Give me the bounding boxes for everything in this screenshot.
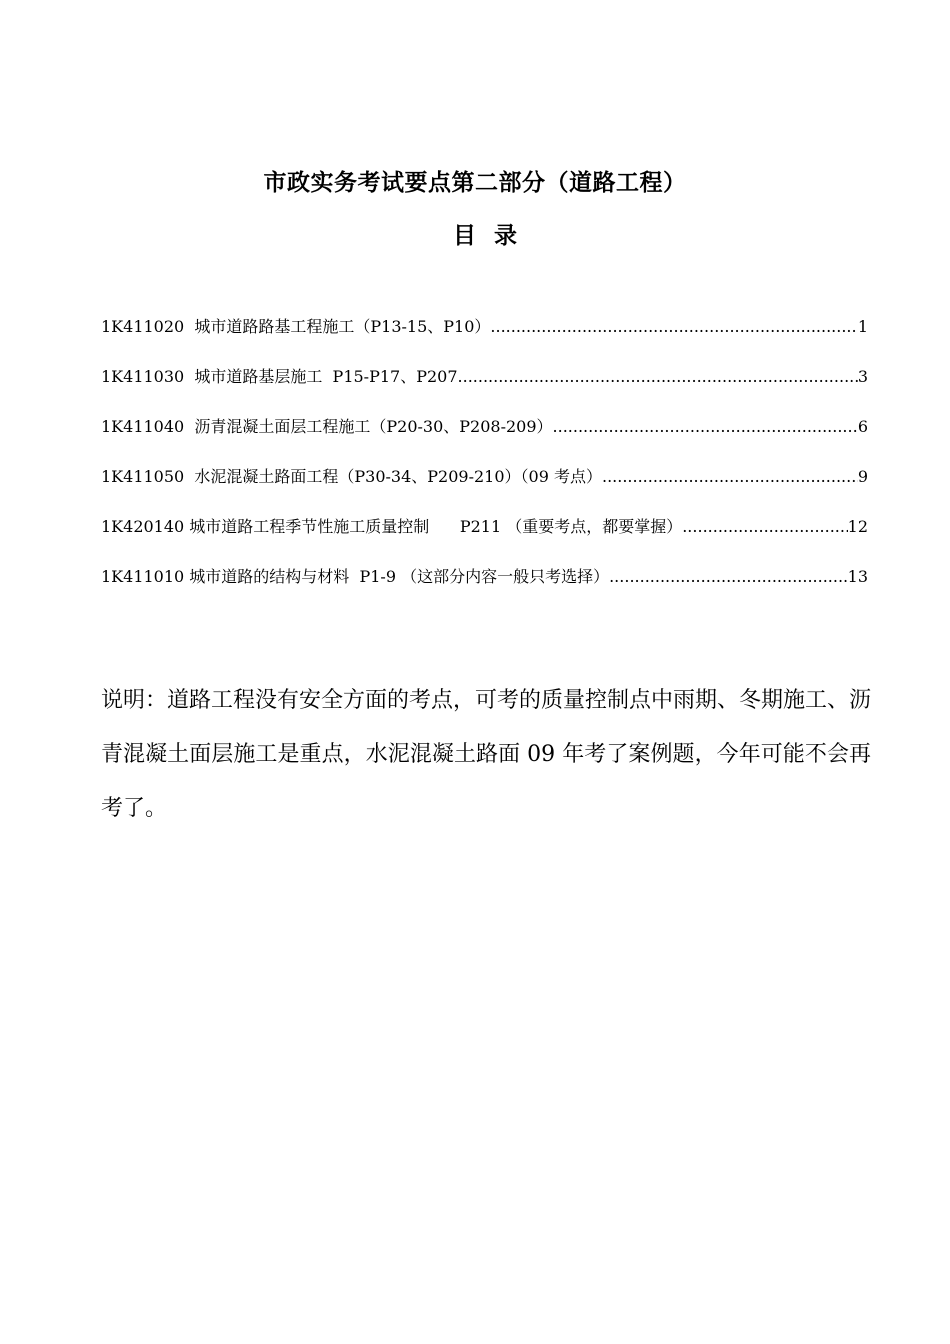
toc-entry-page: 6	[857, 417, 868, 436]
toc-entry-title: 1K420140 城市道路工程季节性施工质量控制 P211 （重要考点，都要掌握）	[101, 517, 683, 536]
toc-dot-leader	[458, 362, 858, 392]
toc-heading: 目 录	[452, 222, 517, 249]
toc-entry-title: 1K411040 沥青混凝土面层工程施工（P20-30、P208-209）	[101, 417, 553, 436]
toc-entry[interactable]	[101, 412, 868, 462]
toc-entry-page: 12	[847, 517, 868, 536]
toc-entry[interactable]	[101, 312, 868, 362]
toc-dot-leader	[602, 462, 858, 492]
toc-dot-leader	[490, 312, 857, 342]
toc-entry-page: 13	[847, 567, 868, 586]
toc-dot-leader	[609, 562, 848, 592]
toc-entry-page: 1	[857, 317, 868, 336]
document-title: 市政实务考试要点第二部分（道路工程）	[263, 169, 687, 196]
toc-entry-title: 1K411050 水泥混凝土路面工程（P30-34、P209-210）（09 考点）	[101, 467, 602, 486]
toc-entry[interactable]	[101, 462, 868, 512]
toc-entry-title: 1K411010 城市道路的结构与材料 P1-9 （这部分内容一般只考选择）	[101, 567, 610, 586]
toc-entry-title: 1K411020 城市道路路基工程施工（P13-15、P10）	[101, 317, 491, 336]
toc-entry-page: 9	[857, 467, 868, 486]
toc-entry-page: 3	[857, 367, 868, 386]
toc-entry-title: 1K411030 城市道路基层施工 P15-P17、P207	[101, 367, 458, 386]
toc-entry[interactable]	[101, 512, 868, 562]
toc-entry[interactable]	[101, 562, 868, 612]
explanatory-note: 说明：道路工程没有安全方面的考点，可考的质量控制点中雨期、冬期施工、沥青混凝土面层施工是重点，水泥混凝土路面 09 年考了案例题，今年可能不会再考了。	[101, 688, 872, 821]
toc-dot-leader	[553, 412, 858, 442]
toc-entry[interactable]	[101, 362, 868, 412]
table-of-contents	[101, 312, 868, 612]
toc-dot-leader	[682, 512, 847, 542]
